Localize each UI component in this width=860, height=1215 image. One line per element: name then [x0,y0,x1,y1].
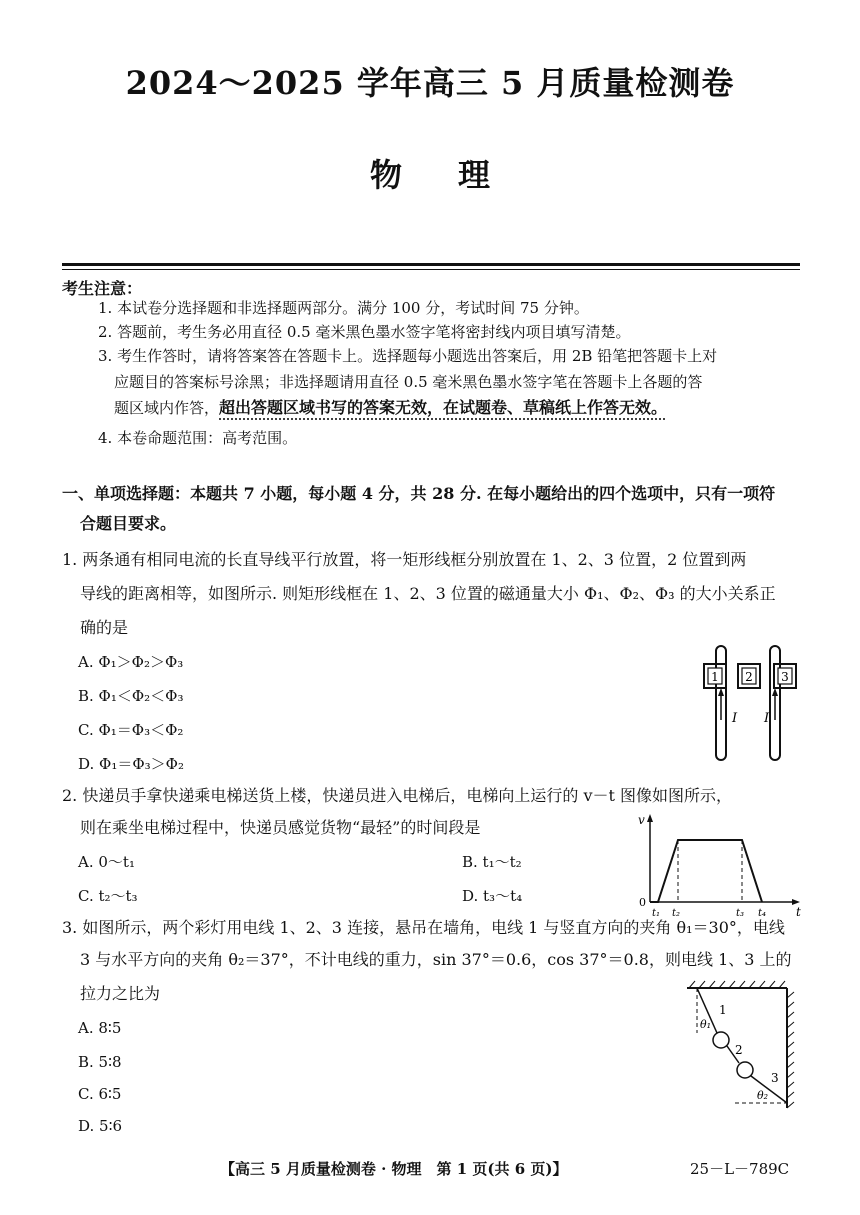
q1-option-a: A. Φ₁＞Φ₂＞Φ₃ [78,653,184,671]
q1-option-d: D. Φ₁＝Φ₃＞Φ₂ [78,755,184,773]
loop-label-1: 1 [711,670,719,684]
wall-hatch [787,992,794,1108]
divider-thin [62,269,800,270]
notice-item-1: 1. 本试卷分选择题和非选择题两部分。满分 100 分，考试时间 75 分钟。 [98,299,589,317]
q3-option-d: D. 5∶6 [78,1117,123,1135]
v-axis-label: v [638,813,645,827]
q2-option-b: B. t₁～t₂ [462,853,522,871]
notice-emphasis: 超出答题区域书写的答案无效，在试题卷、草稿纸上作答无效。 [219,398,668,417]
q1-option-c: C. Φ₁＝Φ₃＜Φ₂ [78,721,184,739]
notice-item-2: 2. 答题前，考生务必用直径 0.5 毫米黑色墨水签字笔将密封线内项目填写清楚。 [98,323,631,341]
q1-wire-figure [700,640,805,765]
notice-item-3-cont: 应题目的答案标号涂黑；非选择题请用直径 0.5 毫米黑色墨水签字笔在答题卡上各题的答 [114,373,703,391]
angle-theta1: θ₁ [700,1018,712,1031]
t-axis-label: t [796,905,801,919]
ceiling-hatch [689,981,785,988]
tick-t1: t₁ [652,908,661,919]
q1-stem-line3: 确的是 [80,618,129,637]
q2-vt-graph [630,812,805,920]
current-label-right: I [764,711,770,726]
q3-option-a: A. 8∶5 [78,1019,122,1037]
q3-stem-line1: 3. 如图所示，两个彩灯用电线 1、2、3 连接，悬吊在墙角，电线 1 与竖直方向的夹角 θ₁＝30°，电线 [62,918,785,937]
notice-item-3-end [114,396,667,420]
footer-page-info: 【高三 5 月质量检测卷 · 物理 第 1 页(共 6 页)】 [220,1160,568,1178]
lamp-1 [713,1032,729,1048]
section-heading: 一、单项选择题：本题共 7 小题，每小题 4 分，共 28 分. 在每小题给出的四个选项中，只有一项符 [62,484,776,503]
notice-title: 考生注意： [62,279,143,298]
q1-stem-line1: 1. 两条通有相同电流的长直导线平行放置，将一矩形线框分别放置在 1、2、3 位置，2 位置到两 [62,550,747,569]
notice-item-3-tail: 题区域内作答， [114,399,220,417]
divider-thick [62,263,800,266]
q2-stem-line2: 则在乘坐电梯过程中，快递员感觉货物“最轻”的时间段是 [80,818,481,837]
notice-item-4: 4. 本卷命题范围：高考范围。 [98,429,298,447]
q3-stem-line3: 拉力之比为 [80,984,161,1003]
wire-label-2: 2 [735,1043,743,1057]
lamp-2 [737,1062,753,1078]
vt-curve [650,840,762,902]
q3-option-b: B. 5∶8 [78,1053,122,1071]
wire-label-3: 3 [771,1071,779,1085]
q3-option-c: C. 6∶5 [78,1085,122,1103]
q2-stem-line1: 2. 快递员手拿快递乘电梯送货上楼，快递员进入电梯后，电梯向上运行的 v－t 图像如图所示， [62,786,732,805]
exam-title: 2024～2025 学年高三 5 月质量检测卷 [125,64,735,102]
q3-stem-line2: 3 与水平方向的夹角 θ₂＝37°，不计电线的重力，sin 37°＝0.6，cos 37°＝0.8，则电线 1、3 上的 [80,950,792,969]
tick-t3: t₃ [736,908,745,919]
q1-option-b: B. Φ₁＜Φ₂＜Φ₃ [78,687,184,705]
origin-label: 0 [639,896,646,909]
notice-item-3: 3. 考生作答时，请将答案答在答题卡上。选择题每小题选出答案后，用 2B 铅笔把答题卡上对 [98,347,718,365]
wire-label-1: 1 [719,1003,727,1017]
q2-option-a: A. 0～t₁ [78,853,135,871]
tick-t2: t₂ [672,908,681,919]
tick-t4: t₄ [758,908,767,919]
loop-label-2: 2 [745,670,753,684]
q2-option-c: C. t₂～t₃ [78,887,138,905]
current-label-left: I [732,711,738,726]
loop-label-3: 3 [781,670,789,684]
q3-lamp-figure [675,978,805,1118]
footer-code: 25－L－789C [690,1160,790,1178]
section-heading-cont: 合题目要求。 [80,514,177,533]
v-axis-arrow [647,814,653,822]
subject-title: 物理 [369,156,546,194]
angle-theta2: θ₂ [757,1089,769,1102]
q2-option-d: D. t₃～t₄ [462,887,523,905]
q1-stem-line2: 导线的距离相等，如图所示. 则矩形线框在 1、2、3 位置的磁通量大小 Φ₁、Φ₂、Φ₃ 的大小关系正 [80,584,776,603]
